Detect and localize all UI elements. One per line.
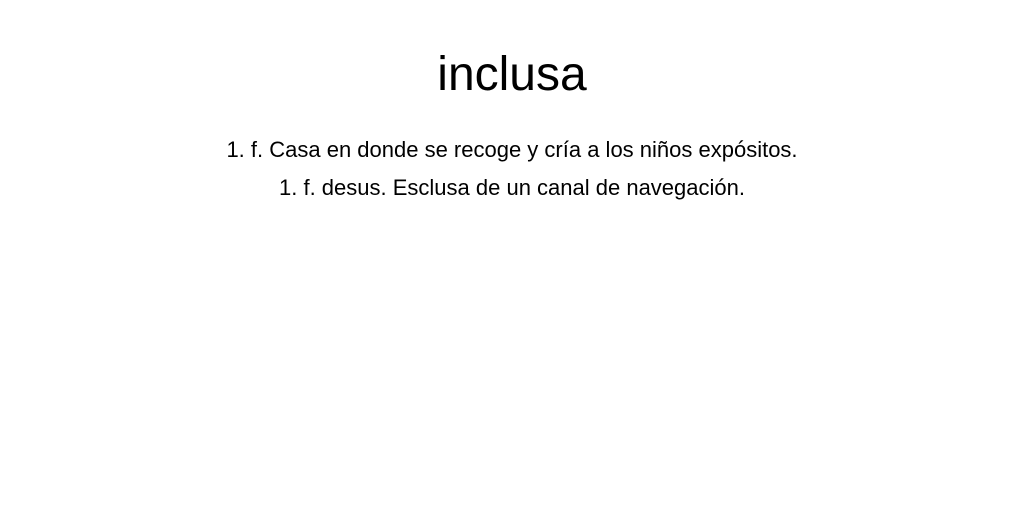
definition-item: 1. f. Casa en donde se recoge y cría a los niños expósitos.	[226, 137, 798, 162]
headword: inclusa	[437, 48, 587, 101]
definition-list	[0, 131, 1024, 207]
definition-item: 1. f. desus. Esclusa de un canal de navegación.	[279, 175, 745, 200]
